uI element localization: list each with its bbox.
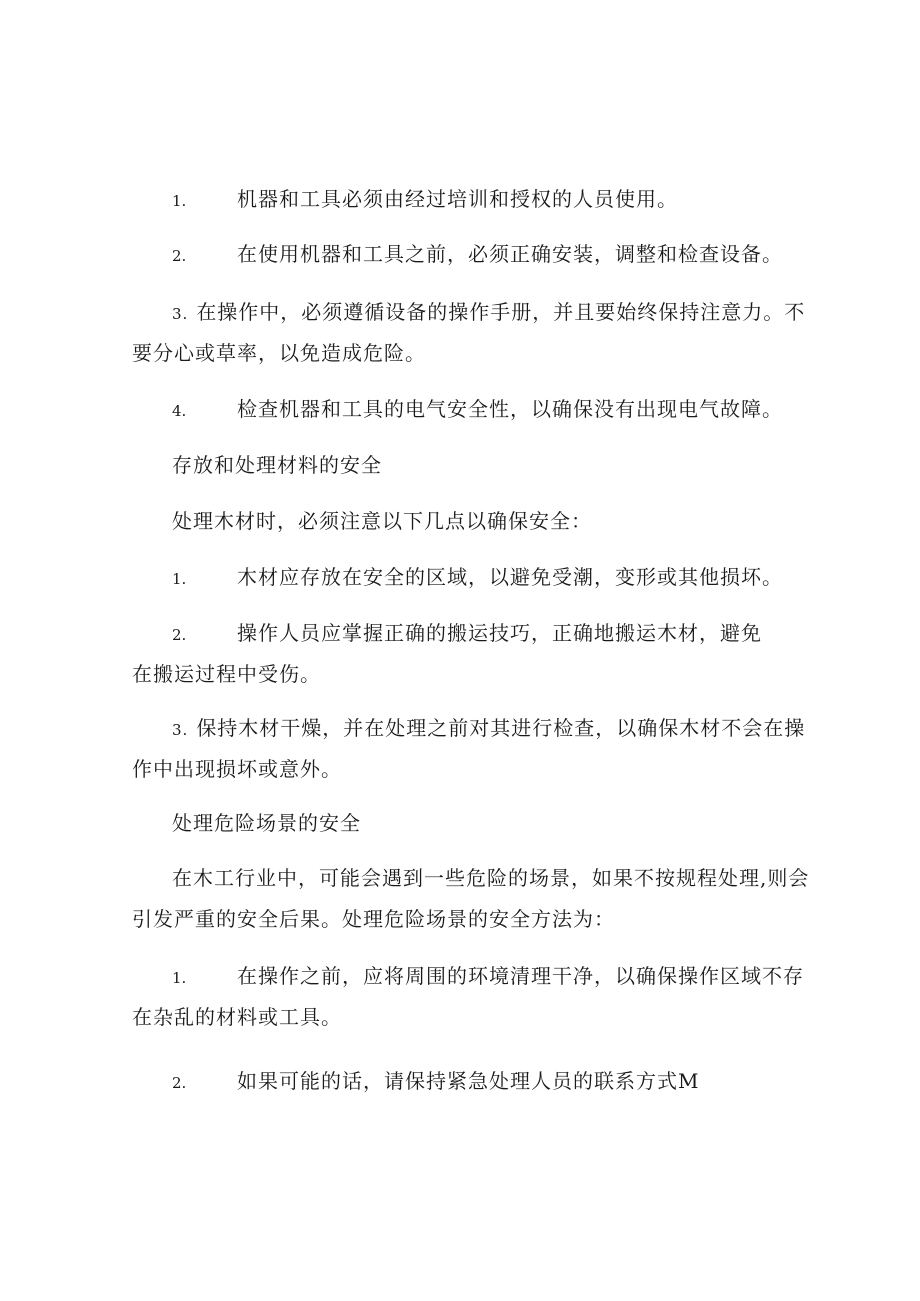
list-item-line: 保持木材干燥，并在处理之前对其进行检查，以确保木材不会在操 — [196, 716, 806, 740]
list-item-continuation: 作中出现损坏或意外。 — [132, 757, 342, 781]
list-number: 2. — [172, 247, 187, 265]
paragraph-text: 处理木材时，必须注意以下几点以确保安全： — [172, 509, 592, 533]
list-item-text: 在使用机器和工具之前，必须正确安装，调整和检查设备。 — [237, 242, 783, 266]
paragraph-text: 在木工行业中，可能会遇到一些危险的场景，如果不按规程处理,则会 — [172, 866, 810, 890]
list-number: 2. — [172, 1074, 187, 1092]
section-heading: 存放和处理材料的安全 — [172, 453, 382, 477]
list-item-text — [172, 300, 805, 326]
section-heading: 处理危险场景的安全 — [172, 811, 361, 835]
list-number: 1. — [172, 969, 187, 987]
list-item-continuation: 在搬运过程中受伤。 — [132, 662, 321, 686]
list-item-text: 如果可能的话，请保持紧急处理人员的联系方式M — [237, 1069, 700, 1093]
list-item-text: 木材应存放在安全的区域，以避免受潮，变形或其他损坏。 — [237, 565, 783, 589]
list-item-continuation: 在杂乱的材料或工具。 — [132, 1005, 342, 1029]
list-number: 1. — [172, 192, 187, 210]
list-item-text — [172, 716, 805, 742]
list-item-line: 在操作中，必须遵循设备的操作手册，并且要始终保持注意力。不 — [196, 300, 806, 324]
list-item-text: 检查机器和工具的电气安全性，以确保没有出现电气故障。 — [237, 397, 783, 421]
list-item-text: 在操作之前，应将周围的环境清理干净，以确保操作区域不存 — [237, 964, 804, 988]
list-number: 3. — [172, 721, 189, 739]
paragraph-continuation: 引发严重的安全后果。处理危险场景的安全方法为： — [132, 907, 615, 931]
list-item-continuation: 要分心或草率，以免造成危险。 — [132, 341, 426, 365]
list-number: 1. — [172, 570, 187, 588]
list-number: 4. — [172, 402, 187, 420]
list-item-text: 机器和工具必须由经过培训和授权的人员使用。 — [237, 187, 678, 211]
list-item-text: 操作人员应掌握正确的搬运技巧，正确地搬运木材，避免 — [237, 621, 762, 645]
list-number: 3. — [172, 305, 189, 323]
list-number: 2. — [172, 626, 187, 644]
